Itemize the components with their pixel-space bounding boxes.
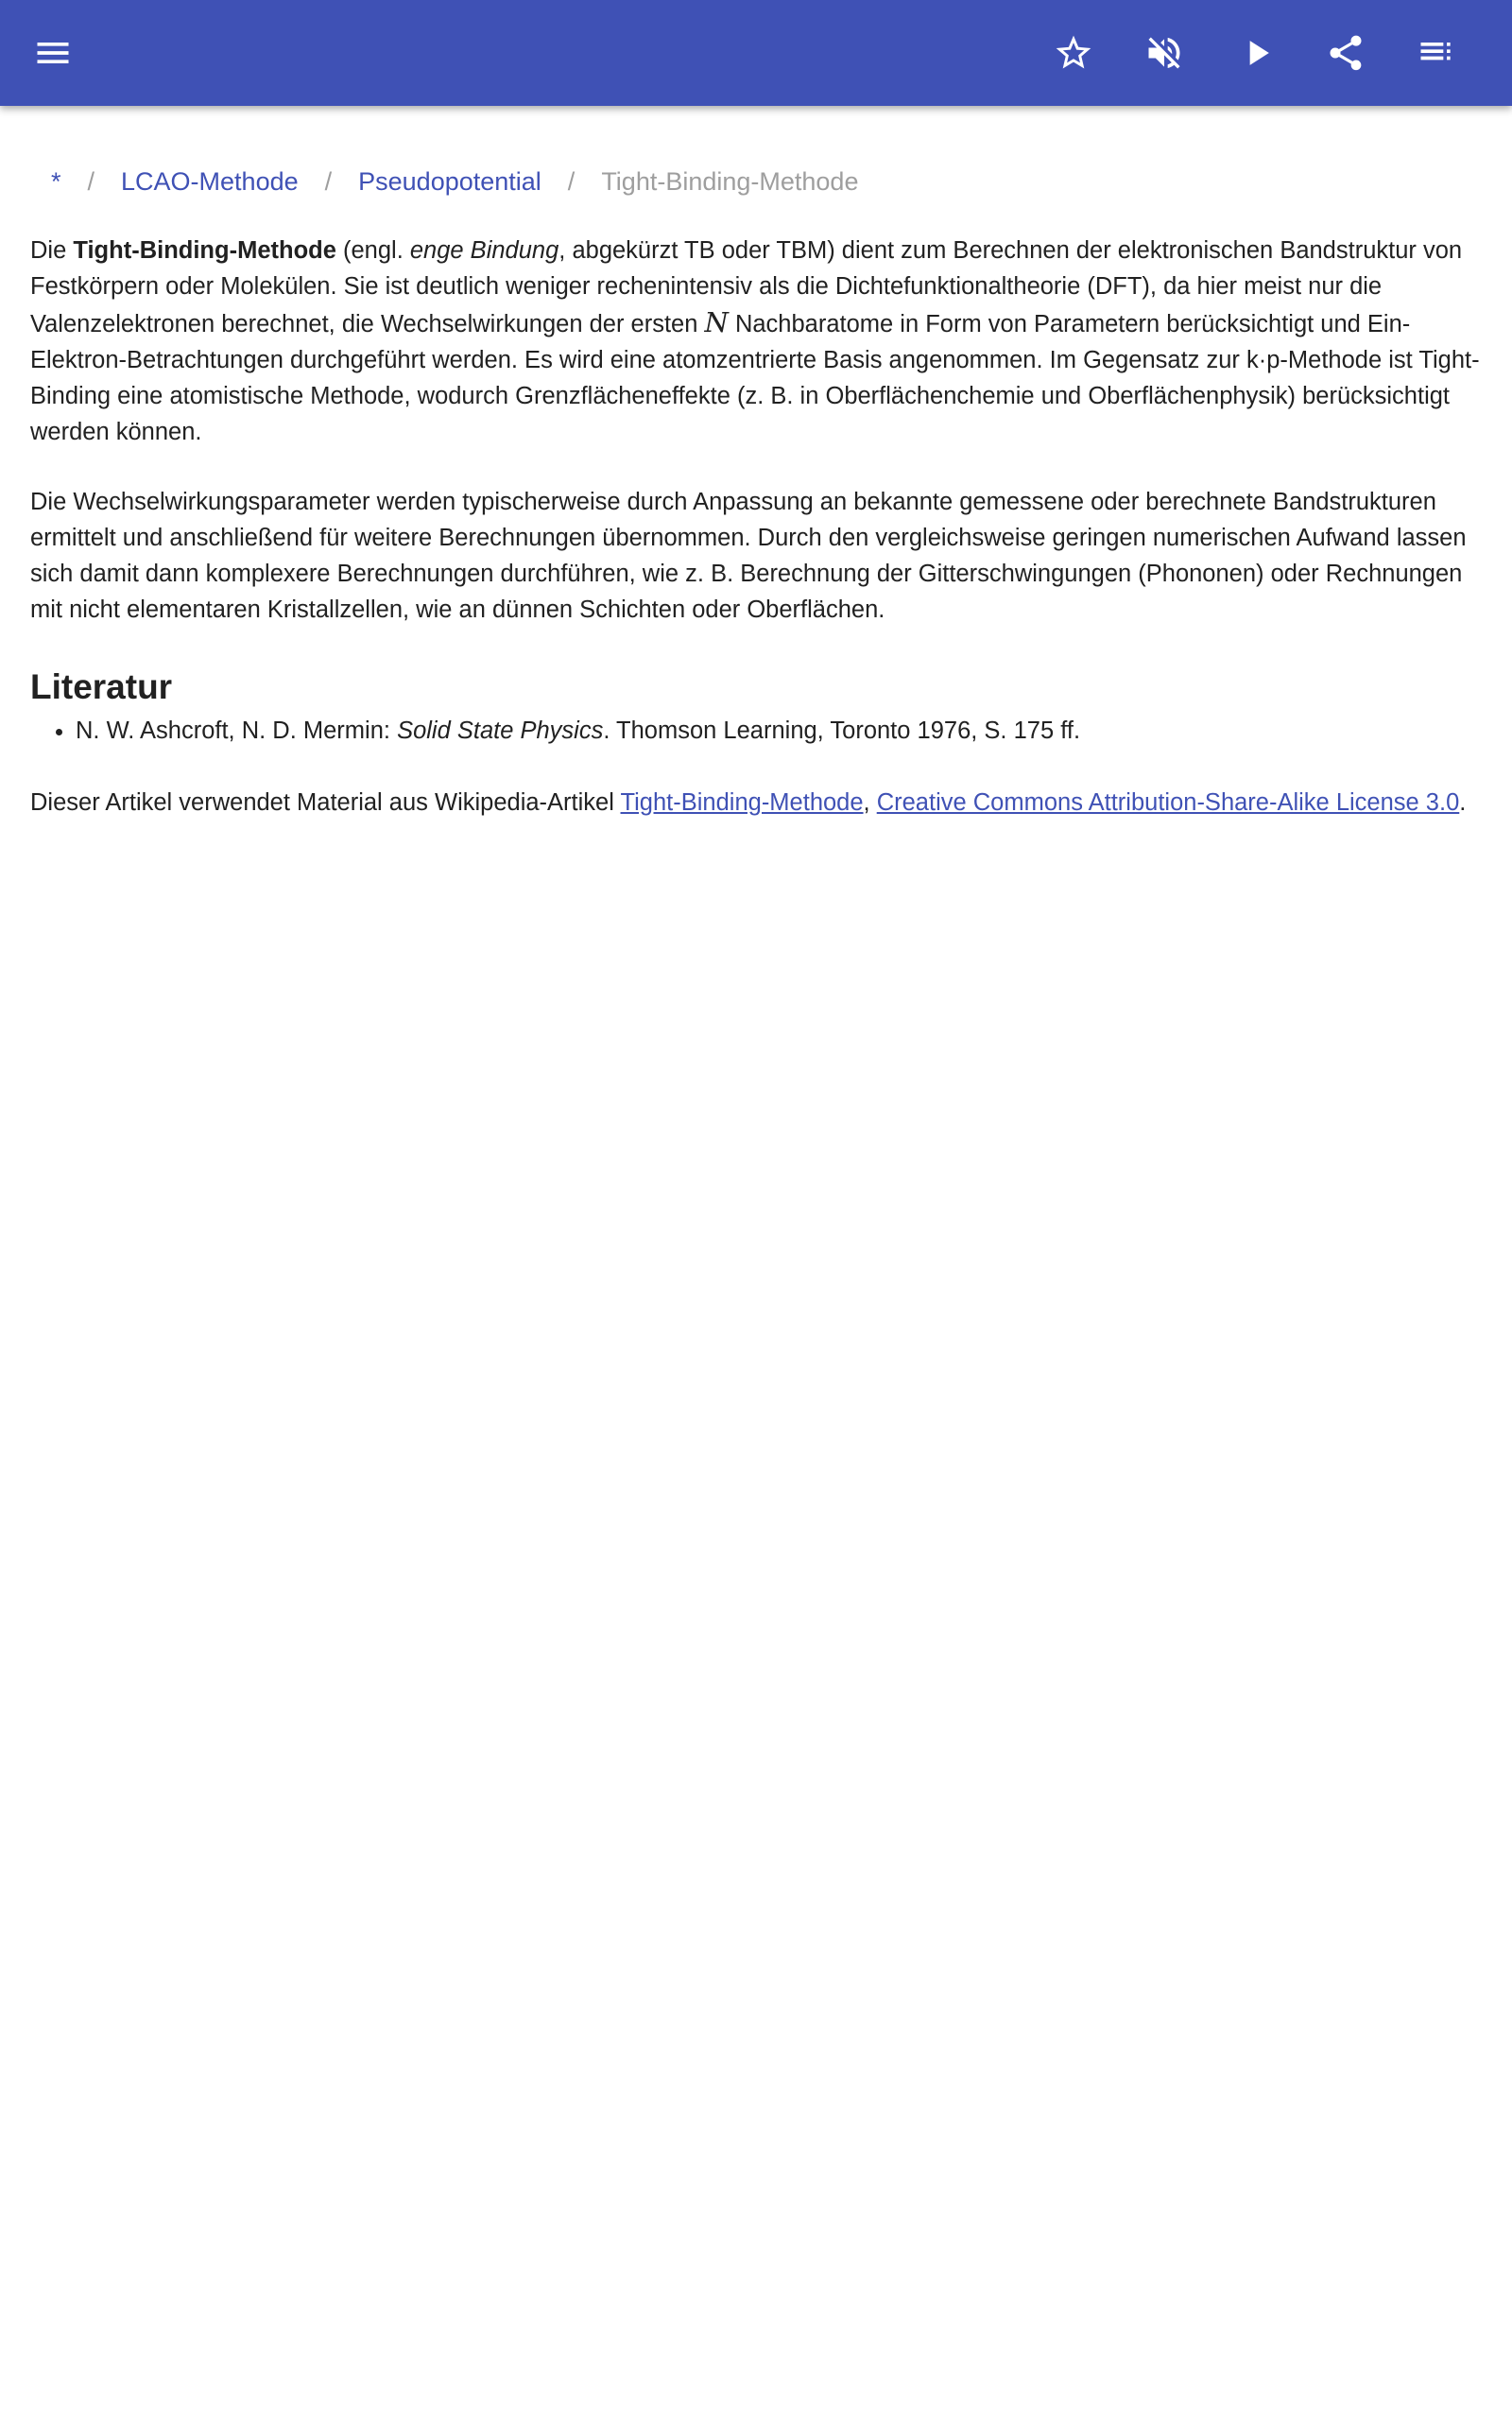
menu-icon: [32, 32, 74, 74]
breadcrumb-home[interactable]: *: [51, 167, 61, 196]
breadcrumb-item-lcao[interactable]: LCAO-Methode: [121, 167, 299, 196]
breadcrumb-current: Tight-Binding-Methode: [601, 167, 859, 196]
breadcrumb: [30, 163, 1482, 200]
breadcrumb-separator: /: [567, 167, 576, 196]
star-outline-icon: [1053, 32, 1094, 74]
attribution-footer: [30, 785, 1482, 821]
text: ,: [863, 789, 877, 816]
wikipedia-article-link[interactable]: Tight-Binding-Methode: [620, 789, 864, 816]
text: (engl.: [335, 237, 410, 264]
book-title: Solid State Physics: [397, 717, 604, 744]
volume-off-icon: [1143, 32, 1185, 74]
term-italic: enge Bindung: [409, 237, 559, 264]
mute-button[interactable]: [1130, 19, 1198, 87]
text: . Thomson Learning, Toronto 1976, S. 175 ff.: [603, 717, 1081, 744]
paragraph-intro: [30, 233, 1482, 450]
breadcrumb-item-pseudopotential[interactable]: Pseudopotential: [358, 167, 541, 196]
playlist-button[interactable]: [1402, 19, 1470, 87]
article-content: [30, 163, 1482, 855]
text: .: [1459, 789, 1467, 816]
text: N. W. Ashcroft, N. D. Mermin:: [76, 717, 398, 744]
app-bar: [0, 0, 1512, 106]
text: Dieser Artikel verwendet Material aus Wikipedia-Artikel: [30, 789, 621, 816]
list-item: [76, 713, 1482, 749]
literatur-list: [30, 713, 1482, 749]
play-icon: [1236, 32, 1278, 74]
playlist-icon: [1416, 32, 1457, 74]
text: , abgekürzt TB oder TBM) dient zum Berechnen der elektronischen Bandstruktur von Festkörpern oder Molekülen. Sie ist deutlich weniger rechenintensiv als die Dichtefunktionaltheorie (DFT), da hier meist nur die Valenzelektronen berechnet, die Wechselwirkungen der ersten: [30, 237, 1463, 337]
text: Nachbaratome in Form von Parametern berücksichtigt und Ein-Elektron-Betrachtungen durchgeführt werden. Es wird eine atomzentrierte Basis angenommen. Im Gegensatz zur k·p-Methode ist Tight-Binding eine atomistische Methode, wodurch Grenzflächeneffekte (z. B. in Oberflächenchemie und Oberflächenphysik) berücksichtigt werden können.: [30, 311, 1480, 445]
play-button[interactable]: [1223, 19, 1291, 87]
breadcrumb-separator: /: [324, 167, 333, 196]
term-bold: Tight-Binding-Methode: [73, 237, 336, 264]
section-heading-literatur: Literatur: [30, 667, 173, 706]
bookmark-button[interactable]: [1040, 19, 1108, 87]
menu-button[interactable]: [19, 19, 87, 87]
license-link[interactable]: Creative Commons Attribution-Share-Alike License 3.0: [876, 789, 1460, 816]
breadcrumb-separator: /: [87, 167, 95, 196]
text: Die: [30, 237, 74, 264]
math-variable: N: [704, 306, 729, 338]
share-button[interactable]: [1312, 19, 1380, 87]
paragraph-parameters: Die Wechselwirkungsparameter werden typischerweise durch Anpassung an bekannte gemessene oder berechnete Bandstrukturen ermittelt und anschließend für weitere Berechnungen übernommen. Durch den vergleichsweise geringen numerischen Aufwand lassen sich damit dann komplexere Berechnungen durchführen, wie z. B. Berechnung der Gitterschwingungen (Phononen) oder Rechnungen mit nicht elementaren Kristallzellen, wie an dünnen Schichten oder Oberflächen.: [30, 489, 1467, 623]
share-icon: [1325, 32, 1366, 74]
